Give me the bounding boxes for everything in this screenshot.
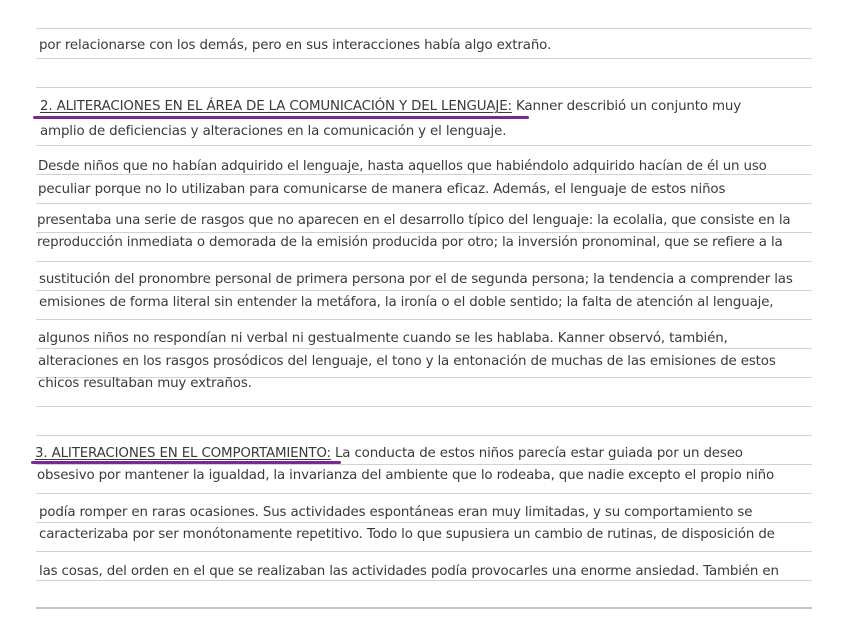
ruled-line [36, 58, 812, 59]
ruled-line [36, 406, 812, 407]
ruled-line [36, 348, 812, 349]
text-fragment: La conducta de estos niños parecía estar guiada por un deseo [334, 446, 743, 461]
text-line: amplio de deficiencias y alteraciones en la comunicación y el lenguaje. [40, 124, 507, 139]
text-line: peculiar porque no lo utilizaban para comunicarse de manera eficaz. Además, el lenguaje de estos niños [38, 182, 726, 197]
text-line: alteraciones en los rasgos prosódicos del lenguaje, el tono y la entonación de muchas de las emisiones de estos [38, 354, 776, 369]
ruled-line [36, 551, 812, 552]
text-line: algunos niños no respondían ni verbal ni gestualmente cuando se les hablaba. Kanner observó, también, [38, 331, 728, 346]
text-line: obsesivo por mantener la igualdad, la invarianza del ambiente que lo rodeaba, que nadie excepto el propio niño [37, 468, 775, 483]
text-line: reproducción inmediata o demorada de la emisión producida por otro; la inversión pronominal, que se refiere a la [37, 235, 783, 250]
text-line: caracterizaba por ser monótonamente repetitivo. Todo lo que supusiera un cambio de rutinas, de disposición de [39, 527, 775, 542]
text-line: Desde niños que no habían adquirido el lenguaje, hasta aquellos que habiéndolo adquirido hacían de él un uso [38, 159, 767, 174]
ruled-line [36, 464, 812, 465]
text-line: las cosas, del orden en el que se realizaban las actividades podía provocarles una enorme ansiedad. También en [39, 564, 779, 579]
ruled-line [36, 493, 812, 494]
text-fragment: Kanner describió un conjunto muy [516, 99, 742, 114]
ruled-line [36, 145, 812, 146]
ruled-line [36, 87, 812, 88]
text-line: presentaba una serie de rasgos que no aparecen en el desarrollo típico del lenguaje: la ecolalia, que consiste en la [37, 213, 791, 228]
ruled-line-bottom [36, 607, 812, 609]
ruled-line [36, 435, 812, 436]
section-heading-line [35, 445, 743, 463]
text-line: sustitución del pronombre personal de primera persona por el de segunda persona; la tendencia a comprender las [39, 272, 793, 287]
text-line: chicos resultaban muy extraños. [38, 376, 252, 391]
section-heading-behavior: 3. ALITERACIONES EN EL COMPORTAMIENTO: [35, 446, 331, 461]
section-heading-communication: 2. ALITERACIONES EN EL ÁREA DE LA COMUNICACIÓN Y DEL LENGUAJE: [40, 99, 512, 114]
text-line: por relacionarse con los demás, pero en sus interacciones había algo extraño. [39, 38, 552, 53]
ruled-line [36, 290, 812, 291]
ruled-line [36, 203, 812, 204]
text-line: podía romper en raras ocasiones. Sus actividades espontáneas eran muy limitadas, y su comportamiento se [39, 505, 753, 520]
ruled-line [36, 261, 812, 262]
ruled-line [36, 28, 812, 29]
heading-highlight-stroke [33, 116, 529, 119]
text-line: emisiones de forma literal sin entender la metáfora, la ironía o el doble sentido; la falta de atención al lenguaje, [39, 295, 774, 310]
section-heading-line [40, 98, 741, 116]
ruled-line [36, 522, 812, 523]
ruled-line [36, 319, 812, 320]
ruled-line [36, 232, 812, 233]
